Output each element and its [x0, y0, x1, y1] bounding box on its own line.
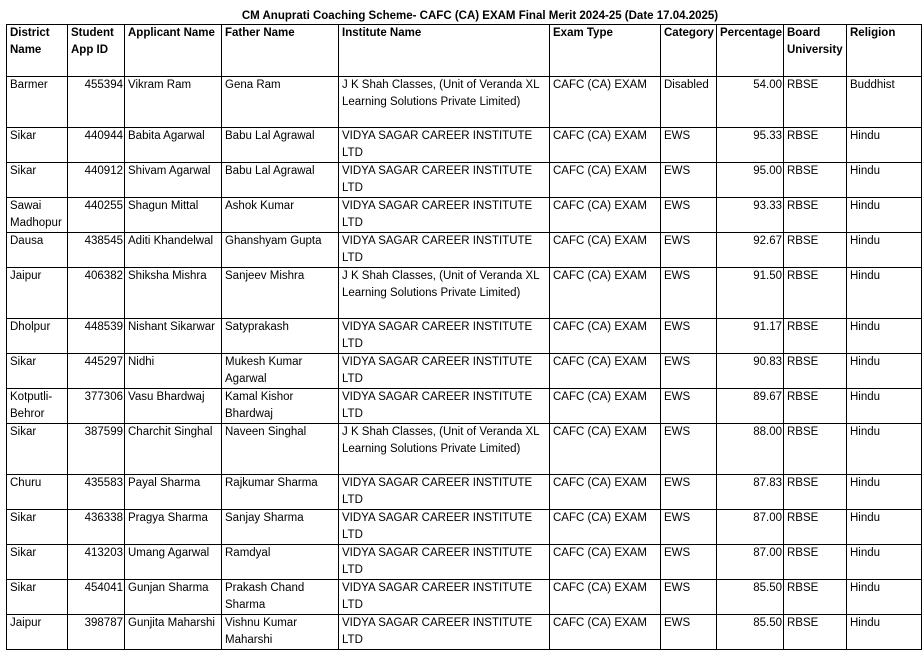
header-religion: Religion [847, 25, 922, 77]
cell-religion: Hindu [847, 545, 922, 580]
header-board: Board University [784, 25, 847, 77]
merit-table [6, 24, 922, 650]
cell-religion: Hindu [847, 319, 922, 354]
cell-app-id: 448539 [68, 319, 125, 354]
cell-father: Ramdyal [222, 545, 339, 580]
cell-applicant: Payal Sharma [125, 475, 222, 510]
cell-religion: Hindu [847, 233, 922, 268]
cell-institute: VIDYA SAGAR CAREER INSTITUTE LTD [339, 233, 550, 268]
cell-category: EWS [661, 424, 717, 475]
cell-board: RBSE [784, 354, 847, 389]
header-app-id: Student App ID [68, 25, 125, 77]
cell-institute: VIDYA SAGAR CAREER INSTITUTE LTD [339, 510, 550, 545]
cell-father: Ashok Kumar [222, 198, 339, 233]
cell-applicant: Pragya Sharma [125, 510, 222, 545]
cell-father: Satyprakash [222, 319, 339, 354]
cell-app-id: 445297 [68, 354, 125, 389]
cell-applicant: Umang Agarwal [125, 545, 222, 580]
cell-district: Jaipur [7, 615, 68, 650]
cell-app-id: 435583 [68, 475, 125, 510]
cell-percentage: 93.33 [717, 198, 784, 233]
cell-exam: CAFC (CA) EXAM [550, 319, 661, 354]
cell-institute: J K Shah Classes, (Unit of Veranda XL Learning Solutions Private Limited) [339, 77, 550, 128]
table-row [7, 77, 922, 128]
cell-percentage: 91.17 [717, 319, 784, 354]
cell-religion: Hindu [847, 354, 922, 389]
cell-board: RBSE [784, 545, 847, 580]
cell-category: EWS [661, 198, 717, 233]
cell-percentage: 87.00 [717, 545, 784, 580]
cell-religion: Hindu [847, 615, 922, 650]
cell-institute: VIDYA SAGAR CAREER INSTITUTE LTD [339, 319, 550, 354]
cell-board: RBSE [784, 510, 847, 545]
table-row [7, 615, 922, 650]
cell-applicant: Nidhi [125, 354, 222, 389]
cell-institute: VIDYA SAGAR CAREER INSTITUTE LTD [339, 389, 550, 424]
cell-exam: CAFC (CA) EXAM [550, 233, 661, 268]
table-row [7, 510, 922, 545]
cell-exam: CAFC (CA) EXAM [550, 475, 661, 510]
cell-exam: CAFC (CA) EXAM [550, 198, 661, 233]
cell-district: Sikar [7, 354, 68, 389]
cell-applicant: Gunjan Sharma [125, 580, 222, 615]
cell-district: Sawai Madhopur [7, 198, 68, 233]
table-row [7, 268, 922, 319]
cell-category: EWS [661, 580, 717, 615]
cell-category: EWS [661, 475, 717, 510]
cell-applicant: Aditi Khandelwal [125, 233, 222, 268]
cell-percentage: 90.83 [717, 354, 784, 389]
cell-father: Mukesh Kumar Agarwal [222, 354, 339, 389]
table-row [7, 128, 922, 163]
cell-institute: VIDYA SAGAR CAREER INSTITUTE LTD [339, 354, 550, 389]
cell-district: Sikar [7, 545, 68, 580]
cell-applicant: Gunjita Maharshi [125, 615, 222, 650]
cell-percentage: 85.50 [717, 580, 784, 615]
table-row [7, 163, 922, 198]
cell-applicant: Babita Agarwal [125, 128, 222, 163]
cell-institute: J K Shah Classes, (Unit of Veranda XL Learning Solutions Private Limited) [339, 268, 550, 319]
cell-district: Sikar [7, 510, 68, 545]
cell-board: RBSE [784, 319, 847, 354]
cell-app-id: 413203 [68, 545, 125, 580]
cell-district: Barmer [7, 77, 68, 128]
cell-percentage: 54.00 [717, 77, 784, 128]
cell-religion: Hindu [847, 424, 922, 475]
cell-category: EWS [661, 128, 717, 163]
cell-institute: J K Shah Classes, (Unit of Veranda XL Learning Solutions Private Limited) [339, 424, 550, 475]
cell-board: RBSE [784, 163, 847, 198]
header-row [7, 25, 922, 77]
cell-institute: VIDYA SAGAR CAREER INSTITUTE LTD [339, 128, 550, 163]
cell-applicant: Vasu Bhardwaj [125, 389, 222, 424]
cell-percentage: 87.00 [717, 510, 784, 545]
cell-exam: CAFC (CA) EXAM [550, 268, 661, 319]
header-exam: Exam Type [550, 25, 661, 77]
cell-exam: CAFC (CA) EXAM [550, 354, 661, 389]
table-row [7, 545, 922, 580]
cell-board: RBSE [784, 198, 847, 233]
cell-father: Babu Lal Agrawal [222, 163, 339, 198]
cell-district: Dholpur [7, 319, 68, 354]
cell-father: Sanjay Sharma [222, 510, 339, 545]
document-title: CM Anuprati Coaching Scheme- CAFC (CA) EXAM Final Merit 2024-25 (Date 17.04.2025) [241, 10, 719, 22]
cell-category: EWS [661, 510, 717, 545]
cell-father: Prakash Chand Sharma [222, 580, 339, 615]
cell-applicant: Shivam Agarwal [125, 163, 222, 198]
cell-category: EWS [661, 354, 717, 389]
cell-father: Kamal Kishor Bhardwaj [222, 389, 339, 424]
cell-exam: CAFC (CA) EXAM [550, 580, 661, 615]
cell-applicant: Charchit Singhal [125, 424, 222, 475]
cell-category: EWS [661, 268, 717, 319]
cell-board: RBSE [784, 128, 847, 163]
cell-category: EWS [661, 545, 717, 580]
cell-applicant: Shiksha Mishra [125, 268, 222, 319]
cell-category: EWS [661, 615, 717, 650]
cell-exam: CAFC (CA) EXAM [550, 615, 661, 650]
table-row [7, 389, 922, 424]
cell-father: Babu Lal Agrawal [222, 128, 339, 163]
cell-applicant: Vikram Ram [125, 77, 222, 128]
cell-institute: VIDYA SAGAR CAREER INSTITUTE LTD [339, 545, 550, 580]
cell-religion: Hindu [847, 389, 922, 424]
cell-app-id: 398787 [68, 615, 125, 650]
cell-religion: Hindu [847, 198, 922, 233]
cell-father: Ghanshyam Gupta [222, 233, 339, 268]
cell-district: Kotputli-Behror [7, 389, 68, 424]
cell-board: RBSE [784, 475, 847, 510]
cell-app-id: 440255 [68, 198, 125, 233]
table-row [7, 580, 922, 615]
cell-institute: VIDYA SAGAR CAREER INSTITUTE LTD [339, 475, 550, 510]
cell-percentage: 88.00 [717, 424, 784, 475]
cell-app-id: 377306 [68, 389, 125, 424]
cell-religion: Hindu [847, 580, 922, 615]
cell-applicant: Shagun Mittal [125, 198, 222, 233]
cell-category: EWS [661, 319, 717, 354]
header-institute: Institute Name [339, 25, 550, 77]
cell-percentage: 92.67 [717, 233, 784, 268]
cell-district: Sikar [7, 163, 68, 198]
header-district: District Name [7, 25, 68, 77]
header-percentage: Percentage [717, 25, 784, 77]
cell-religion: Hindu [847, 268, 922, 319]
cell-category: EWS [661, 233, 717, 268]
cell-father: Gena Ram [222, 77, 339, 128]
header-category: Category [661, 25, 717, 77]
cell-board: RBSE [784, 389, 847, 424]
cell-app-id: 440912 [68, 163, 125, 198]
cell-exam: CAFC (CA) EXAM [550, 163, 661, 198]
cell-father: Sanjeev Mishra [222, 268, 339, 319]
table-row [7, 354, 922, 389]
cell-applicant: Nishant Sikarwar [125, 319, 222, 354]
cell-app-id: 436338 [68, 510, 125, 545]
cell-category: Disabled [661, 77, 717, 128]
cell-religion: Hindu [847, 510, 922, 545]
cell-exam: CAFC (CA) EXAM [550, 424, 661, 475]
cell-category: EWS [661, 389, 717, 424]
cell-board: RBSE [784, 268, 847, 319]
cell-board: RBSE [784, 233, 847, 268]
table-row [7, 198, 922, 233]
cell-percentage: 91.50 [717, 268, 784, 319]
cell-exam: CAFC (CA) EXAM [550, 77, 661, 128]
cell-app-id: 438545 [68, 233, 125, 268]
cell-district: Sikar [7, 128, 68, 163]
table-row [7, 475, 922, 510]
cell-district: Churu [7, 475, 68, 510]
cell-institute: VIDYA SAGAR CAREER INSTITUTE LTD [339, 163, 550, 198]
cell-exam: CAFC (CA) EXAM [550, 510, 661, 545]
cell-percentage: 95.00 [717, 163, 784, 198]
cell-percentage: 89.67 [717, 389, 784, 424]
cell-board: RBSE [784, 615, 847, 650]
cell-district: Sikar [7, 424, 68, 475]
cell-app-id: 387599 [68, 424, 125, 475]
cell-father: Rajkumar Sharma [222, 475, 339, 510]
table-row [7, 424, 922, 475]
cell-father: Vishnu Kumar Maharshi [222, 615, 339, 650]
cell-exam: CAFC (CA) EXAM [550, 128, 661, 163]
table-row [7, 233, 922, 268]
cell-percentage: 95.33 [717, 128, 784, 163]
cell-exam: CAFC (CA) EXAM [550, 545, 661, 580]
cell-percentage: 87.83 [717, 475, 784, 510]
cell-percentage: 85.50 [717, 615, 784, 650]
cell-religion: Hindu [847, 475, 922, 510]
cell-religion: Hindu [847, 163, 922, 198]
cell-app-id: 455394 [68, 77, 125, 128]
cell-district: Sikar [7, 580, 68, 615]
cell-app-id: 406382 [68, 268, 125, 319]
cell-category: EWS [661, 163, 717, 198]
cell-district: Jaipur [7, 268, 68, 319]
cell-institute: VIDYA SAGAR CAREER INSTITUTE LTD [339, 580, 550, 615]
cell-board: RBSE [784, 424, 847, 475]
cell-exam: CAFC (CA) EXAM [550, 389, 661, 424]
cell-board: RBSE [784, 580, 847, 615]
cell-app-id: 440944 [68, 128, 125, 163]
cell-religion: Hindu [847, 128, 922, 163]
cell-institute: VIDYA SAGAR CAREER INSTITUTE LTD [339, 198, 550, 233]
cell-religion: Buddhist [847, 77, 922, 128]
cell-board: RBSE [784, 77, 847, 128]
cell-app-id: 454041 [68, 580, 125, 615]
header-father: Father Name [222, 25, 339, 77]
cell-father: Naveen Singhal [222, 424, 339, 475]
cell-district: Dausa [7, 233, 68, 268]
table-row [7, 319, 922, 354]
header-applicant: Applicant Name [125, 25, 222, 77]
cell-institute: VIDYA SAGAR CAREER INSTITUTE LTD [339, 615, 550, 650]
